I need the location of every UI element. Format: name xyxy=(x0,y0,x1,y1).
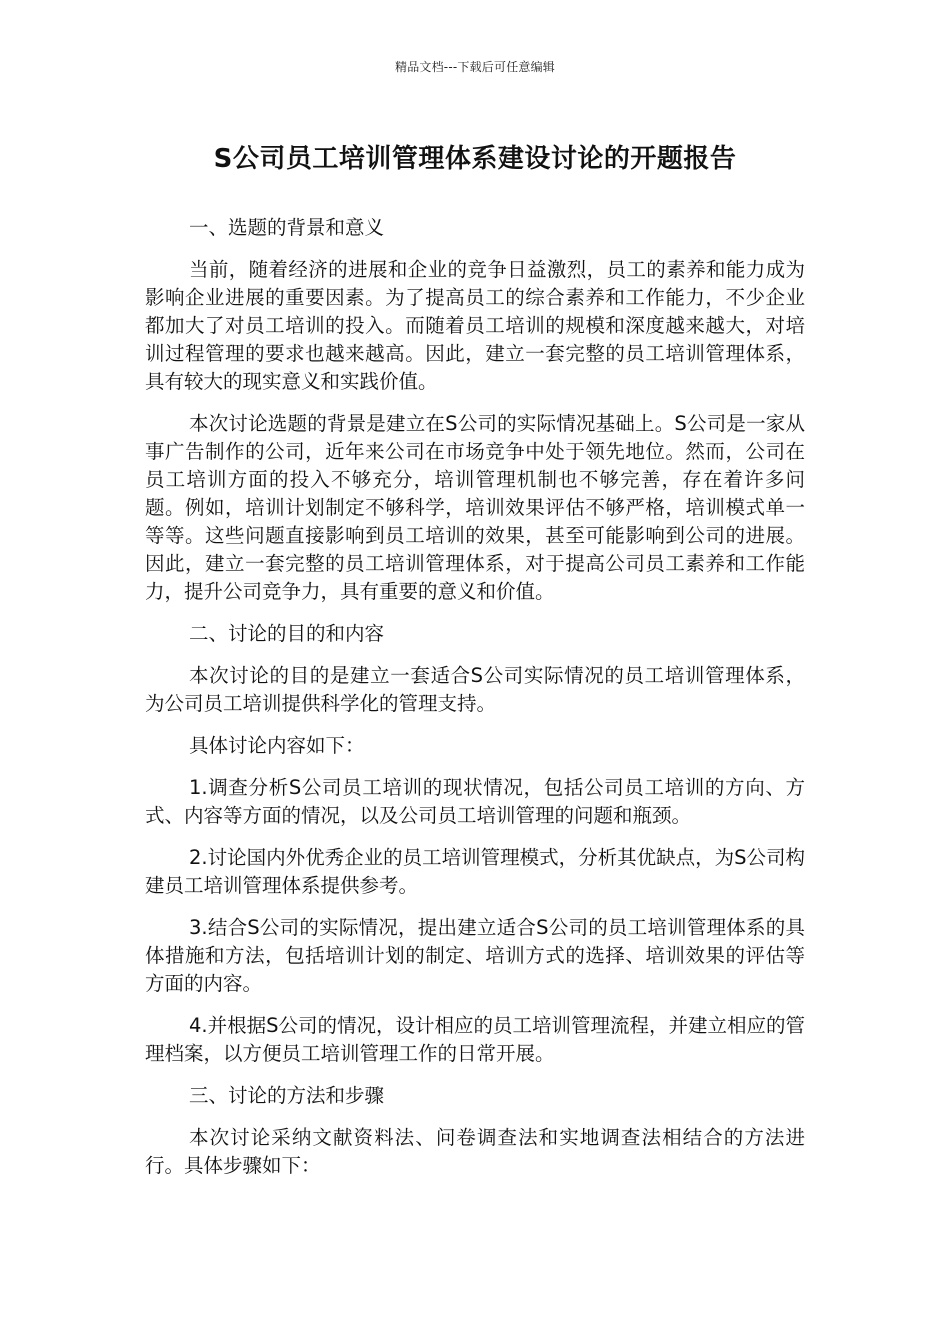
list-item: 1.调查分析S公司员工培训的现状情况，包括公司员工培训的方向、方式、内容等方面的情况，以及公司员工培训管理的问题和瓶颈。 xyxy=(145,776,805,827)
list-item: 3.结合S公司的实际情况，提出建立适合S公司的员工培训管理体系的具体措施和方法，包括培训计划的制定、培训方式的选择、培训效果的评估等方面的内容。 xyxy=(145,916,805,995)
document-title: S公司员工培训管理体系建设讨论的开题报告 xyxy=(213,144,737,174)
paragraph: 本次讨论的目的是建立一套适合S公司实际情况的员工培训管理体系，为公司员工培训提供科学化的管理支持。 xyxy=(145,664,805,715)
list-item: 4.并根据S公司的情况，设计相应的员工培训管理流程，并建立相应的管理档案，以方便员工培训管理工作的日常开展。 xyxy=(145,1014,805,1065)
section-heading-1: 一、选题的背景和意义 xyxy=(189,216,385,239)
paragraph: 具体讨论内容如下： xyxy=(189,734,365,757)
paragraph: 本次讨论采纳文献资料法、问卷调查法和实地调查法相结合的方法进行。具体步骤如下： xyxy=(145,1126,805,1177)
header-note: 精品文档---下载后可任意编辑 xyxy=(395,60,555,74)
paragraph: 当前，随着经济的进展和企业的竞争日益激烈，员工的素养和能力成为影响企业进展的重要因素。为了提高员工的综合素养和工作能力，不少企业都加大了对员工培训的投入。而随着员工培训的规模和深度越来越大，对培训过程管理的要求也越来越高。因此，建立一套完整的员工培训管理体系，具有较大的现实意义和实践价值。 xyxy=(145,258,805,393)
section-heading-2: 二、讨论的目的和内容 xyxy=(189,622,385,645)
document-body xyxy=(145,214,805,1194)
paragraph: 本次讨论选题的背景是建立在S公司的实际情况基础上。S公司是一家从事广告制作的公司，近年来公司在市场竞争中处于领先地位。然而，公司在员工培训方面的投入不够充分，培训管理机制也不够完善，存在着许多问题。例如，培训计划制定不够科学，培训效果评估不够严格，培训模式单一等等。这些问题直接影响到员工培训的效果，甚至可能影响到公司的进展。因此，建立一套完整的员工培训管理体系，对于提高公司员工素养和工作能力，提升公司竞争力，具有重要的意义和价值。 xyxy=(145,412,805,603)
section-heading-3: 三、讨论的方法和步骤 xyxy=(189,1084,385,1107)
list-item: 2.讨论国内外优秀企业的员工培训管理模式，分析其优缺点，为S公司构建员工培训管理体系提供参考。 xyxy=(145,846,805,897)
